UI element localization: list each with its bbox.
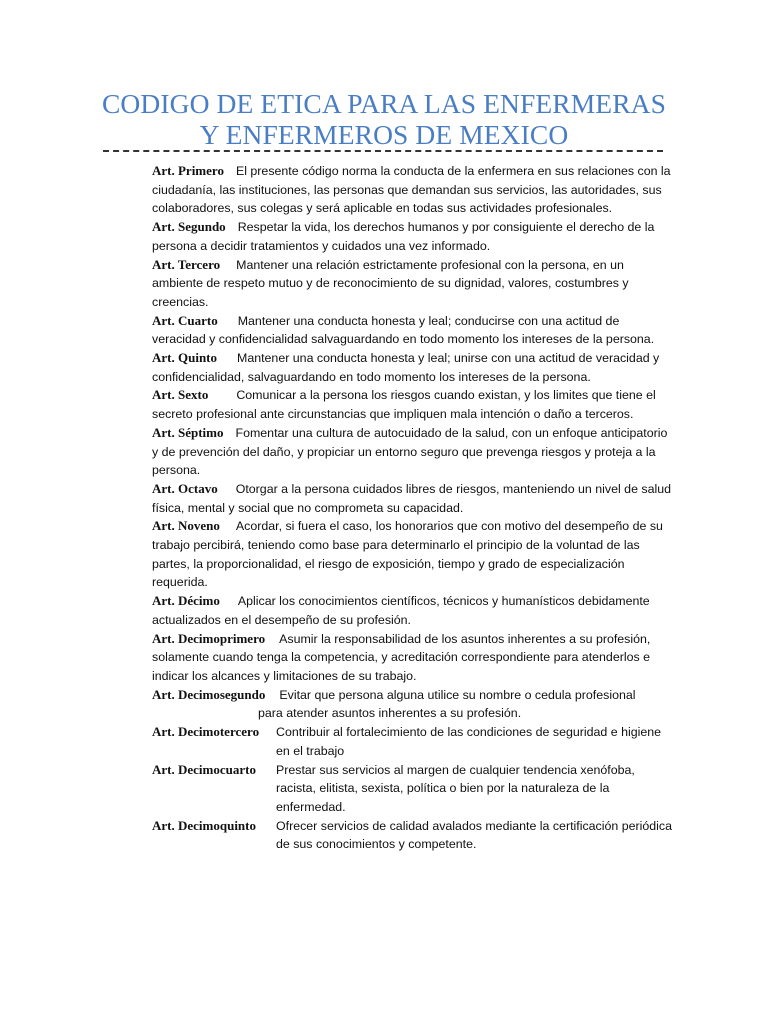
article-noveno <box>152 517 672 592</box>
articles-list <box>152 162 672 854</box>
article-name: Art. Noveno <box>152 518 220 534</box>
article-text: Mantener una conducta honesta y leal; conducirse con una actitud de veracidad y confidencialidad salvaguardando en todo momento los intereses de la persona. <box>152 313 655 347</box>
article-septimo <box>152 424 672 480</box>
article-name: Art. Decimoprimero <box>152 630 266 646</box>
article-text-line-2: para atender asuntos inherentes a su profesión. <box>258 706 522 721</box>
title-line-1: CODIGO DE ETICA PARA LAS ENFERMERAS <box>101 88 666 119</box>
article-primero <box>152 162 672 218</box>
article-sexto <box>152 386 672 423</box>
article-octavo <box>152 480 672 517</box>
article-text: Acordar, si fuera el caso, los honorarios que con motivo del desempeño de su trabajo percibirá, teniendo como base para determinarlo el principio de la voluntad de las partes, la proporcionalidad, el riesgo de exposición, tiempo y grado de especialización requerida. <box>152 519 663 590</box>
article-decimotercero <box>152 723 672 760</box>
article-name: Art. Primero <box>152 163 224 178</box>
article-name: Art. Decimotercero <box>152 724 260 740</box>
article-decimo <box>152 592 672 629</box>
article-name: Art. Decimoquinto <box>152 817 256 833</box>
article-decimoquinto <box>152 817 672 854</box>
article-quinto <box>152 349 672 386</box>
title-divider <box>103 150 663 152</box>
article-text: Mantener una relación estrictamente profesional con la persona, en un ambiente de respeto mutuo y de reconocimiento de su dignidad, valores, costumbres y creencias. <box>152 257 629 309</box>
article-decimosegundo <box>152 686 672 723</box>
article-decimocuarto <box>152 761 672 817</box>
article-segundo <box>152 218 672 255</box>
article-decimoprimero <box>152 630 672 686</box>
document-title <box>60 88 708 150</box>
article-name: Art. Decimocuarto <box>152 761 256 777</box>
article-cuarto <box>152 312 672 349</box>
title-line-2: Y ENFERMEROS DE MEXICO <box>199 119 569 150</box>
article-text: Contribuir al fortalecimiento de las condiciones de seguridad e higiene en el trabajo <box>276 725 662 758</box>
article-text: Respetar la vida, los derechos humanos y por consiguiente el derecho de la persona a decidir tratamientos y cuidados una vez informado. <box>152 220 655 253</box>
article-name: Art. Séptimo <box>152 424 224 440</box>
article-text: Prestar sus servicios al margen de cualquier tendencia xenófoba, racista, elitista, sexista, política o bien por la naturaleza de la enfermedad. <box>276 762 635 814</box>
article-tercero <box>152 256 672 312</box>
article-name: Art. Segundo <box>152 219 226 235</box>
article-name: Art. Décimo <box>152 593 220 609</box>
article-text: Mantener una conducta honesta y leal; unirse con una actitud de veracidad y confidencialidad, salvaguardando en todo momento los intereses de la persona. <box>152 351 660 384</box>
article-name: Art. Sexto <box>152 387 209 403</box>
article-text: Otorgar a la persona cuidados libres de riesgos, manteniendo un nivel de salud física, mental y social que no comprometa su capacidad. <box>152 481 672 515</box>
article-text: Asumir la responsabilidad de los asuntos inherentes a su profesión, solamente cuando tenga la competencia, y acreditación correspondiente para atenderlos e indicar los alcances y limitaciones de su trabajo. <box>152 631 651 683</box>
article-text: Comunicar a la persona los riesgos cuando existan, y los limites que tiene el secreto profesional ante circunstancias que impliquen mala intención o daño a terceros. <box>152 388 656 422</box>
article-text: Aplicar los conocimientos científicos, técnicos y humanísticos debidamente actualizados en el desempeño de su profesión. <box>152 594 650 627</box>
article-text: Fomentar una cultura de autocuidado de la salud, con un enfoque anticipatorio y de prevención del daño, y propiciar un entorno seguro que prevenga riesgos y proteja a la persona. <box>152 425 668 478</box>
article-name: Art. Octavo <box>152 480 218 496</box>
article-name: Art. Cuarto <box>152 312 218 328</box>
article-name: Art. Quinto <box>152 350 217 366</box>
article-name: Art. Decimosegundo <box>152 686 266 702</box>
article-name: Art. Tercero <box>152 256 221 272</box>
article-text: Ofrecer servicios de calidad avalados mediante la certificación periódica de sus conocimientos y competente. <box>276 818 673 852</box>
article-text: El presente código norma la conducta de la enfermera en sus relaciones con la ciudadanía, las instituciones, las personas que demandan sus servicios, las autoridades, sus colaboradores, sus colegas y será aplicable en todas sus actividades profesionales. <box>152 164 671 216</box>
article-text-line-1: Evitar que persona alguna utilice su nombre o cedula profesional <box>279 687 636 702</box>
